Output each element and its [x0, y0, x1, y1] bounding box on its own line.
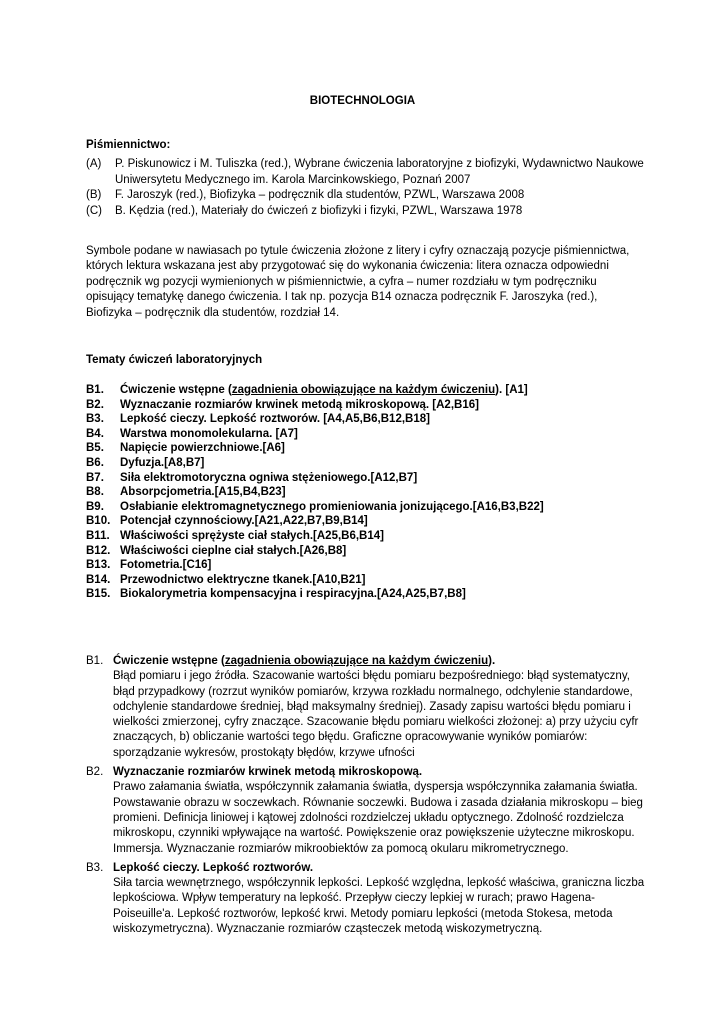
topic-item [86, 558, 646, 573]
topic-text-start: Ćwiczenie wstępne ( [120, 384, 232, 396]
detail-number: B1. [86, 655, 104, 667]
literature-label: (A) [86, 158, 102, 170]
literature-label: (B) [86, 189, 102, 201]
literature-text: B. Kędzia (red.), Materiały do ćwiczeń z biofizyki i fizyki, PZWL, Warszawa 1978 [115, 204, 523, 217]
explanation-paragraph: Symbole podane w nawiasach po tytule ćwiczenia złożone z litery i cyfry oznaczają pozycje piśmiennictwa, których lektura wskazana jest aby przygotować się do wykonania ćwiczenia: litera oznacza odpowiedni podręcznik wg pozycji wymienionych w piśmiennictwie, a cyfra – numer rozdziału w tym podręczniku opisujący tematykę danego ćwiczenia. I tak np. pozycja B14 oznacza podręcznik F. Jaroszyka (red.), Biofizyka – podręcznik dla studentów, rozdział 14. [86, 245, 630, 319]
detail-text: Prawo załamania światła, współczynnik załamania światła, dyspersja współczynnika załamania światła. Powstawanie obrazu w soczewkach. Równanie soczewki. Budowa i zasada działania mikroskopu – bieg promieni. Definicja liniowej i kątowej zdolności rozdzielczej układu optycznego. Zdolność rozdzielcza mikroskopu, czynniki wpływające na wartość. Powiększenie oraz powiększenie użyteczne mikroskopu. Immersja. Wyznaczanie rozmiarów mikroobiektów za pomocą okularu mikrometrycznego. [113, 781, 643, 855]
topic-number: B5. [86, 442, 104, 455]
topic-number: B4. [86, 427, 104, 440]
topic-item [86, 398, 646, 413]
topic-number: B1. [86, 384, 104, 396]
topic-item [86, 441, 646, 456]
detail-text: Błąd pomiaru i jego źródła. Szacowanie wartości błędu pomiaru bezpośredniego: błąd systematyczny, błąd przypadkowy (rozrzut wyników pomiarów, krzywa rozkładu normalnego, odchylenie standardowe, odchylenie standardowe średniej, błąd maksymalny średniej). Zasady zapisu wartości błędu pomiaru i wielkości zmierzonej, cyfry znaczące. Szacowanie błędu pomiaru wielkości złożonej: a) przy użyciu cyfr znaczących, b) obliczanie wartości tego błędu. Graficzne opracowywanie wyników pomiarów: sporządzanie wykresów, prostokąty błędów, krzywe ufności [113, 670, 639, 759]
topic-text-underlined: zagadnienia obowiązujące na każdym ćwiczeniu [231, 384, 496, 396]
detail-heading [113, 654, 646, 669]
topics-list [86, 383, 646, 602]
topic-detail [86, 654, 646, 761]
topic-number: B14. [86, 573, 111, 586]
detail-number: B3. [86, 861, 104, 874]
topic-text [120, 383, 646, 398]
topic-number: B2. [86, 398, 104, 411]
topic-text: Przewodnictwo elektryczne tkanek.[A10,B21] [120, 573, 366, 586]
topic-item [86, 383, 646, 398]
topic-text: Siła elektromotoryczna ogniwa stężeniowego.[A12,B7] [120, 471, 418, 484]
topic-item [86, 544, 646, 559]
topic-text: Dyfuzja.[A8,B7] [120, 456, 205, 469]
detail-body [113, 861, 646, 937]
topic-text: Wyznaczanie rozmiarów krwinek metodą mikroskopową. [A2,B16] [120, 398, 479, 411]
topic-text-end: ). [A1] [495, 384, 528, 396]
literature-item [86, 157, 646, 188]
topic-item [86, 412, 646, 427]
topic-text: Osłabianie elektromagnetycznego promieniowania jonizującego.[A16,B3,B22] [120, 500, 544, 513]
topic-number: B9. [86, 500, 104, 513]
topic-item [86, 456, 646, 471]
literature-label: (C) [86, 204, 102, 217]
topic-detail [86, 861, 646, 937]
detail-text: Siła tarcia wewnętrznego, współczynnik lepkości. Lepkość względna, lepkość właściwa, graniczna liczba lepkościowa. Wpływ temperatury na lepkość. Przepływ cieczy lepkiej w rurach; prawo Hagena-Poiseuille'a. Lepkość roztworów, lepkość krwi. Metody pomiaru lepkości (metoda Stokesa, metoda wiskozymetryczna). Wyznaczanie rozmiarów cząsteczek metodą wiskozymetryczną. [113, 877, 645, 936]
topics-heading: Tematy ćwiczeń laboratoryjnych [86, 354, 263, 366]
topic-number: B8. [86, 486, 104, 499]
topic-text: Biokalorymetria kompensacyjna i respiracyjna.[A24,A25,B7,B8] [120, 588, 466, 601]
literature-item [86, 188, 646, 204]
topic-item [86, 471, 646, 486]
topic-item [86, 587, 646, 602]
topic-text: Właściwości sprężyste ciał stałych.[A25,B6,B14] [120, 529, 384, 542]
topic-text: Lepkość cieczy. Lepkość roztworów. [A4,A5,B6,B12,B18] [120, 413, 430, 426]
topic-item [86, 573, 646, 588]
detail-heading-start: Ćwiczenie wstępne ( [113, 655, 225, 667]
topic-item [86, 514, 646, 529]
topic-text: Warstwa monomolekularna. [A7] [120, 427, 298, 440]
topic-text: Absorpcjometria.[A15,B4,B23] [120, 486, 286, 499]
detail-number: B2. [86, 766, 104, 779]
literature-list [86, 157, 646, 219]
topic-number: B11. [86, 529, 110, 542]
document-title: BIOTECHNOLOGIA [309, 95, 416, 107]
topic-detail [86, 765, 646, 857]
detail-body [113, 765, 646, 857]
detail-body [113, 654, 646, 761]
topic-text: Potencjał czynnościowy.[A21,A22,B7,B9,B14] [120, 515, 368, 528]
literature-text: F. Jaroszyk (red.), Biofizyka – podręcznik dla studentów, PZWL, Warszawa 2008 [115, 189, 525, 201]
topic-item [86, 529, 646, 544]
topic-item [86, 427, 646, 442]
detail-heading-end: ). [488, 655, 496, 667]
detail-heading: Lepkość cieczy. Lepkość roztworów. [113, 861, 314, 874]
topic-number: B12. [86, 544, 111, 557]
literature-text: P. Piskunowicz i M. Tuliszka (red.), Wybrane ćwiczenia laboratoryjne z biofizyki, Wydawnictwo Naukowe Uniwersytetu Medycznego im. Karola Marcinkowskiego, Poznań 2007 [115, 158, 644, 186]
topic-details [86, 654, 646, 941]
topic-text: Fotometria.[C16] [120, 559, 212, 572]
topic-item [86, 500, 646, 515]
literature-item [86, 204, 646, 220]
topic-text: Napięcie powierzchniowe.[A6] [120, 442, 285, 455]
detail-heading-underlined: zagadnienia obowiązujące na każdym ćwiczeniu [224, 655, 489, 667]
topic-number: B10. [86, 515, 111, 528]
topic-number: B3. [86, 413, 104, 426]
topic-item [86, 485, 646, 500]
topic-number: B6. [86, 456, 104, 469]
topic-number: B15. [86, 588, 111, 601]
topic-number: B13. [86, 559, 111, 572]
topic-text: Właściwości cieplne ciał stałych.[A26,B8] [120, 544, 347, 557]
detail-heading: Wyznaczanie rozmiarów krwinek metodą mikroskopową. [113, 766, 423, 779]
topic-number: B7. [86, 471, 104, 484]
literature-heading: Piśmiennictwo: [86, 139, 171, 151]
